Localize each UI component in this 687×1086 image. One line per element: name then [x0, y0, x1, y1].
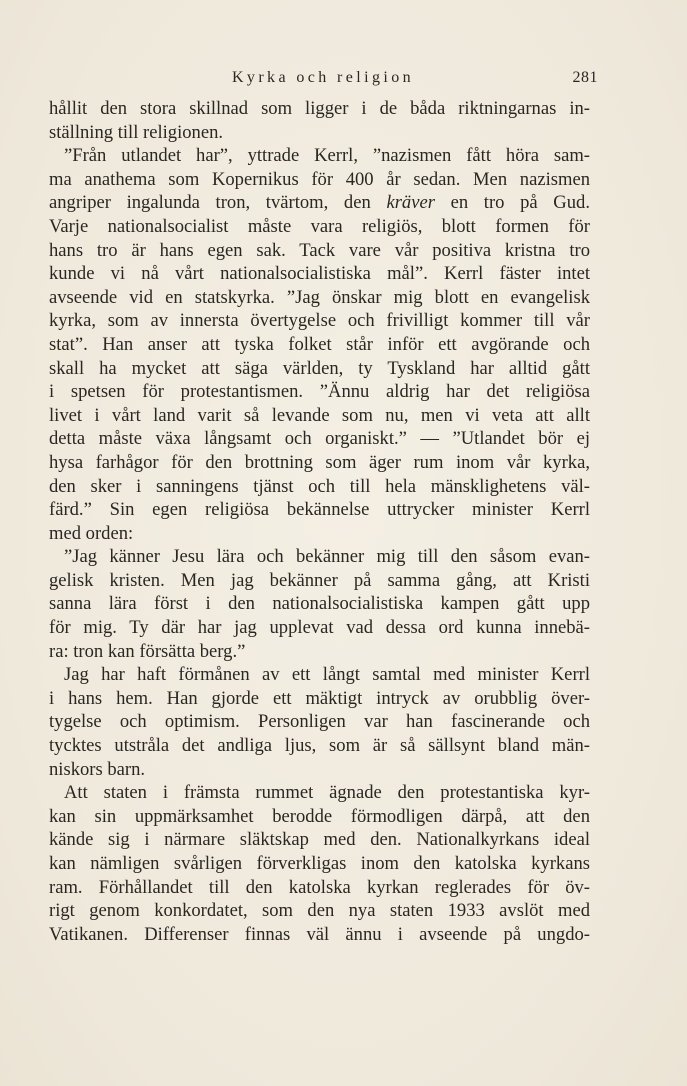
text-line: ”Jag känner Jesu lära och bekänner mig till den såsom evan-: [64, 546, 590, 568]
text-line: Jag har haft förmånen av ett långt samtal med minister Kerrl: [64, 664, 590, 686]
text-line: färd.” Sin egen religiösa bekännelse uttrycker minister Kerrl: [49, 499, 590, 521]
text-line: kände sig i närmare släktskap med den. Nationalkyrkans ideal: [49, 829, 590, 851]
text-line: tycktes utstråla det andliga ljus, som är så sällsynt bland män-: [49, 735, 590, 757]
text-segment: en tro på Gud.: [434, 192, 590, 214]
emphasized-word: kräver: [386, 192, 435, 214]
text-line: tygelse och optimism. Personligen var han fascinerande och: [49, 711, 590, 733]
text-line: kan nämligen svårligen förverkligas inom den katolska kyrkans: [49, 853, 590, 874]
text-line: ma anathema som Kopernikus för 400 år sedan. Men nazismen: [49, 168, 590, 190]
text-line: kan sin uppmärksamhet berodde förmodligen därpå, att den: [49, 805, 590, 827]
text-line: ställning till religionen.: [49, 121, 224, 143]
running-header: [48, 66, 598, 90]
text-line: hållit den stora skillnad som ligger i de båda riktningarnas in-: [49, 98, 590, 119]
text-line: Att staten i främsta rummet ägnade den protestantiska kyr-: [64, 782, 590, 804]
text-line: avseende vid en statskyrka. ”Jag önskar mig blott en evangelisk: [49, 286, 590, 308]
text-line: kunde vi nå vårt nationalsocialistiska mål”. Kerrl fäster intet: [49, 263, 590, 285]
text-line: hysa farhågor för den brottning som äger rum inom vår kyrka,: [49, 451, 590, 473]
text-line: stat”. Han anser att tyska folket står inför ett avgörande och: [49, 333, 590, 355]
text-line: ram. Förhållandet till den katolska kyrkan reglerades för öv-: [49, 876, 590, 898]
text-line: detta måste växa långsamt och organiskt.” — ”Utlandet bör ej: [49, 428, 590, 450]
text-line: Vatikanen. Differenser finnas väl ännu i avseende på ungdo-: [49, 923, 590, 945]
text-line: i hans hem. Han gjorde ett mäktigt intryck av orubblig över-: [49, 687, 590, 709]
text-line: ra: tron kan försätta berg.”: [49, 640, 246, 662]
text-line: Varje nationalsocialist måste vara religiös, blott formen för: [49, 215, 590, 237]
text-line: livet i vårt land varit så levande som nu, men vi veta att allt: [49, 404, 590, 426]
text-line: niskors barn.: [49, 758, 146, 780]
text-line: ”Från utlandet har”, yttrade Kerrl, ”nazismen fått höra sam-: [64, 145, 590, 167]
text-line: för mig. Ty där har jag upplevat vad dessa ord kunna innebä-: [49, 617, 590, 639]
text-line: med orden:: [49, 522, 134, 544]
text-line: sanna lära först i den nationalsocialistiska kampen gått upp: [49, 593, 590, 615]
text-line: i spetsen för protestantismen. ”Ännu aldrig har det religiösa: [49, 381, 590, 403]
body-text: [49, 97, 590, 946]
text-line: den sker i sanningens tjänst och till hela mänsklighetens väl-: [49, 475, 590, 497]
text-line: hans tro är hans egen sak. Tack vare vår positiva kristna tro: [49, 239, 590, 261]
text-line: kyrka, som av innersta övertygelse och frivilligt kommer till vår: [49, 310, 590, 332]
text-line: [49, 191, 590, 215]
text-line: skall ha mycket att säga världen, ty Tyskland har alltid gått: [49, 357, 590, 379]
text-line: rigt genom konkordatet, som den nya staten 1933 avslöt med: [49, 900, 590, 922]
running-title: Kyrka och religion: [231, 69, 415, 86]
page-number: 281: [572, 69, 598, 86]
text-line: gelisk kristen. Men jag bekänner på samma gång, att Kristi: [49, 569, 590, 591]
text-segment: angriper ingalunda tron, tvärtom, den: [49, 192, 387, 214]
